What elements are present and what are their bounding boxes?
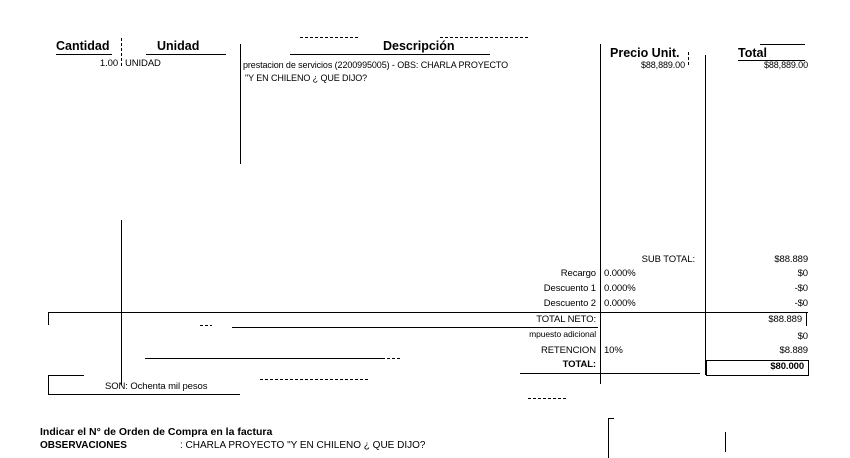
discount2-label: Descuento 2 (543, 298, 596, 309)
description-header: Descripción (383, 39, 455, 53)
words-underline (48, 394, 240, 395)
amount-in-words: SON: Ochenta mil pesos (105, 381, 208, 392)
item-description-line1: prestacion de servicios (2200995005) - OBS: CHARLA PROYECTO (243, 60, 509, 70)
retention-value: $8.889 (779, 345, 808, 356)
item-total: $88,889.00 (763, 60, 808, 70)
grand-total-underline (520, 373, 700, 374)
item-quantity: 1.00 (99, 58, 118, 69)
unit-price-header: Precio Unit. (610, 46, 680, 60)
item-unit: UNIDAD (125, 58, 161, 69)
retention-underline (145, 358, 385, 359)
additional-tax-label: mpuesto adicional (529, 329, 596, 339)
quantity-header-underline (56, 54, 112, 55)
retention-rate: 10% (604, 345, 623, 356)
column-separator (705, 55, 706, 375)
surcharge-rate: 0.000% (604, 268, 636, 279)
total-header-overline (760, 44, 805, 45)
item-unit-price: $88,889.00 (640, 60, 685, 70)
discount1-rate: 0.000% (604, 283, 636, 294)
quantity-header: Cantidad (56, 39, 110, 53)
net-total-value: $88.889 (768, 314, 802, 325)
discount1-value: -$0 (794, 283, 808, 294)
discount1-label: Descuento 1 (543, 283, 596, 294)
grand-total-value: $80.000 (770, 361, 804, 372)
header-dash-line (300, 37, 360, 38)
total-header: Total (738, 46, 767, 60)
observations-text: : CHARLA PROYECTO "Y EN CHILENO ¿ QUE DIJO? (180, 440, 426, 451)
totals-dash (200, 325, 212, 326)
observations-label: OBSERVACIONES (40, 440, 127, 451)
signature-box-right (725, 432, 726, 452)
column-separator (600, 44, 601, 384)
subtotal-label: SUB TOTAL: (641, 254, 695, 265)
column-separator (240, 44, 241, 164)
subtotal-value: $88.889 (774, 254, 808, 265)
header-dash-line (440, 37, 530, 38)
net-total-underline (232, 327, 598, 328)
words-dash (260, 379, 370, 380)
column-separator (121, 220, 122, 385)
footer-dash (528, 398, 568, 399)
unit-header: Unidad (157, 39, 200, 53)
surcharge-label: Recargo (560, 268, 596, 279)
column-separator (121, 38, 122, 66)
discount2-rate: 0.000% (604, 298, 636, 309)
words-box-top (48, 375, 84, 376)
unit-header-underline (146, 54, 226, 55)
purchase-order-instruction: Indicar el N° de Orden de Compra en la factura (40, 426, 273, 438)
signature-box-corner (608, 418, 614, 419)
totals-box-left (48, 312, 49, 325)
discount2-value: -$0 (794, 298, 808, 309)
net-total-bracket (806, 312, 807, 326)
surcharge-value: $0 (797, 268, 808, 279)
additional-tax-value: $0 (797, 331, 808, 342)
column-separator (688, 52, 689, 66)
item-description-line2: "Y EN CHILENO ¿ QUE DIJO? (245, 73, 368, 83)
words-box-left (48, 375, 49, 395)
retention-dash (372, 358, 402, 359)
signature-box-left (608, 418, 609, 458)
totals-separator-line (48, 312, 808, 313)
description-header-underline (290, 54, 490, 55)
grand-total-label: TOTAL: (562, 359, 596, 370)
net-total-label: TOTAL NETO: (536, 314, 596, 325)
retention-label: RETENCION (540, 345, 596, 356)
